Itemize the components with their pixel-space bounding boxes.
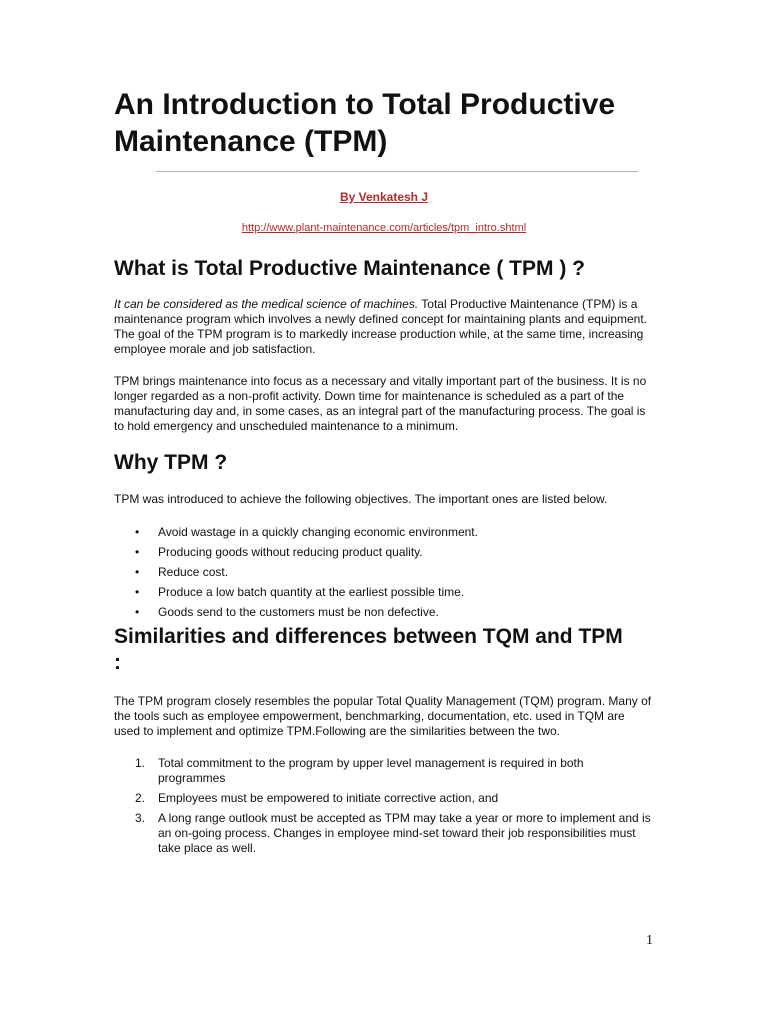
list-number: 3.	[135, 811, 146, 825]
list-item	[114, 811, 654, 856]
section2-intro: TPM was introduced to achieve the following objectives. The important ones are listed below.	[114, 492, 608, 506]
list-item-text: A long range outlook must be accepted as TPM may take a year or more to implement and is an on-going process. Changes in employee mind-set toward their job responsibilities must take place as well.	[158, 811, 651, 855]
list-number: 2.	[135, 791, 146, 805]
section-heading-what-is-tpm: What is Total Productive Maintenance ( TPM ) ?	[114, 257, 585, 280]
similarities-list	[114, 756, 654, 861]
list-item-text: Reduce cost.	[158, 565, 229, 579]
bullet-icon: •	[135, 605, 140, 619]
bullet-icon: •	[135, 565, 140, 579]
source-url[interactable]	[0, 222, 768, 234]
document-title: An Introduction to Total Productive Maintenance (TPM)	[114, 88, 616, 158]
bullet-icon: •	[135, 585, 140, 599]
section1-paragraph-1	[114, 297, 654, 357]
bullet-icon: •	[135, 525, 140, 539]
list-item	[114, 791, 654, 806]
section1-paragraph-2: TPM brings maintenance into focus as a necessary and vitally important part of the business. It is no longer regarded as a non-profit activity. Down time for maintenance is scheduled as a part of the manufacturing day and, in some cases, as an integral part of the manufacturing process. The goal is to hold emergency and unscheduled maintenance to a minimum.	[114, 374, 647, 433]
list-item	[114, 525, 654, 540]
bullet-icon: •	[135, 545, 140, 559]
section1-italic-lead: It can be considered as the medical science of machines.	[114, 297, 419, 311]
list-item	[114, 605, 654, 620]
page-number: 1	[646, 933, 653, 948]
title-divider	[156, 171, 638, 172]
list-item	[114, 565, 654, 580]
source-url-link[interactable]: http://www.plant-maintenance.com/articles/tpm_intro.shtml	[241, 222, 527, 234]
list-number: 1.	[135, 756, 146, 770]
list-item-text: Producing goods without reducing product quality.	[158, 545, 423, 559]
list-item-text: Goods send to the customers must be non defective.	[158, 605, 439, 619]
section-heading-why-tpm: Why TPM ?	[114, 451, 228, 474]
section3-intro: The TPM program closely resembles the popular Total Quality Management (TQM) program. Many of the tools such as employee empowerment, benchmarking, documentation, etc. used in TQM are used to implement and optimize TPM.Following are the similarities between the two.	[114, 694, 652, 738]
section1-paragraph-1-text: Total Productive Maintenance (TPM) is a maintenance program which involves a newly defined concept for maintaining plants and equipment. The goal of the TPM program is to markedly increase production while, at the same time, increasing employee morale and job satisfaction.	[114, 297, 647, 356]
list-item-text: Total commitment to the program by upper level management is required in both programmes	[158, 756, 584, 785]
list-item-text: Employees must be empowered to initiate corrective action, and	[158, 791, 499, 805]
list-item	[114, 756, 654, 786]
author-byline[interactable]	[0, 190, 768, 204]
list-item	[114, 545, 654, 560]
list-item-text: Avoid wastage in a quickly changing economic environment.	[158, 525, 478, 539]
list-item	[114, 585, 654, 600]
objectives-list	[114, 525, 654, 625]
author-link[interactable]: By Venkatesh J	[339, 190, 429, 204]
list-item-text: Produce a low batch quantity at the earliest possible time.	[158, 585, 465, 599]
section-heading-tqm-vs-tpm: Similarities and differences between TQM and TPM :	[114, 625, 623, 674]
